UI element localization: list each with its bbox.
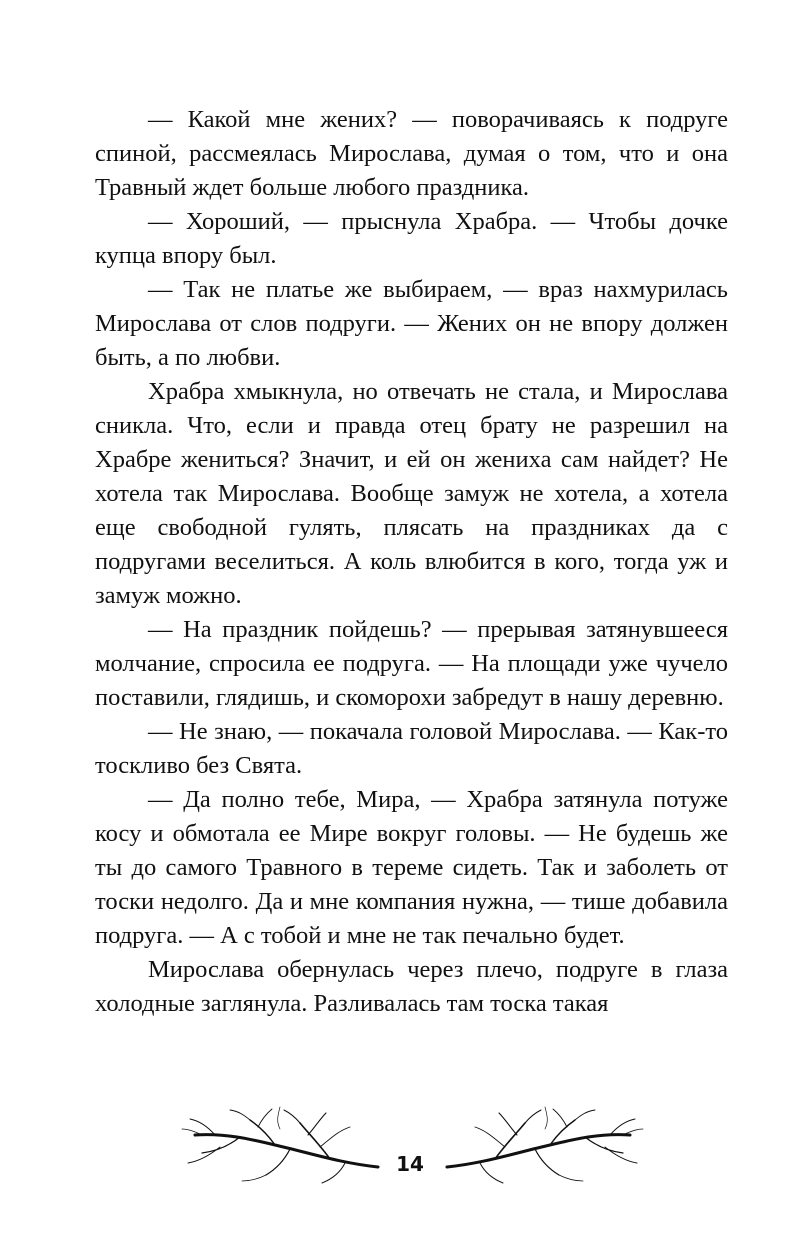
paragraph: — Да полно тебе, Мира, — Храбра затянула потуже косу и обмотала ее Мире вокруг головы. — Не будешь же ты до самого Травного в тереме сидеть. Так и заболеть от тоски недолго. Да и мне компания нужна, — тише добавила подруга. — А с тобой и мне не так печально будет.	[95, 786, 728, 949]
paragraph: — Какой мне жених? — поворачиваясь к подруге спиной, рассмеялась Мирослава, думая о том, что и она Травный ждет больше любого праздника.	[95, 106, 728, 201]
paragraph: Храбра хмыкнула, но отвечать не стала, и Мирослава сникла. Что, если и правда отец брату не разрешил на Храбре жениться? Значит, и ей он жениха сам найдет? Не хотела так Мирослава. Вообще замуж не хотела, а хотела еще свободной гулять, плясать на праздниках да с подругами веселиться. А коль влюбится в кого, тогда уж и замуж можно.	[95, 378, 728, 609]
left-branch-icon	[180, 1105, 380, 1185]
paragraph: Мирослава обернулась через плечо, подруге в глаза холодные заглянула. Разливалась там тоска такая	[95, 956, 728, 1017]
paragraph: — На праздник пойдешь? — прерывая затянувшееся молчание, спросила ее подруга. — На площади уже чучело поставили, глядишь, и скоморохи забредут в нашу деревню.	[95, 616, 728, 711]
page-footer	[180, 1100, 725, 1190]
right-branch-icon	[445, 1105, 645, 1185]
page-number: 14	[396, 1152, 424, 1176]
paragraph: — Так не платье же выбираем, — враз нахмурилась Мирослава от слов подруги. — Жених он не впору должен быть, а по любви.	[95, 276, 728, 371]
paragraph: — Хороший, — прыснула Храбра. — Чтобы дочке купца впору был.	[95, 208, 728, 269]
paragraph: — Не знаю, — покачала головой Мирослава. — Как-то тоскливо без Свята.	[95, 718, 728, 779]
book-page-text	[95, 103, 728, 1021]
